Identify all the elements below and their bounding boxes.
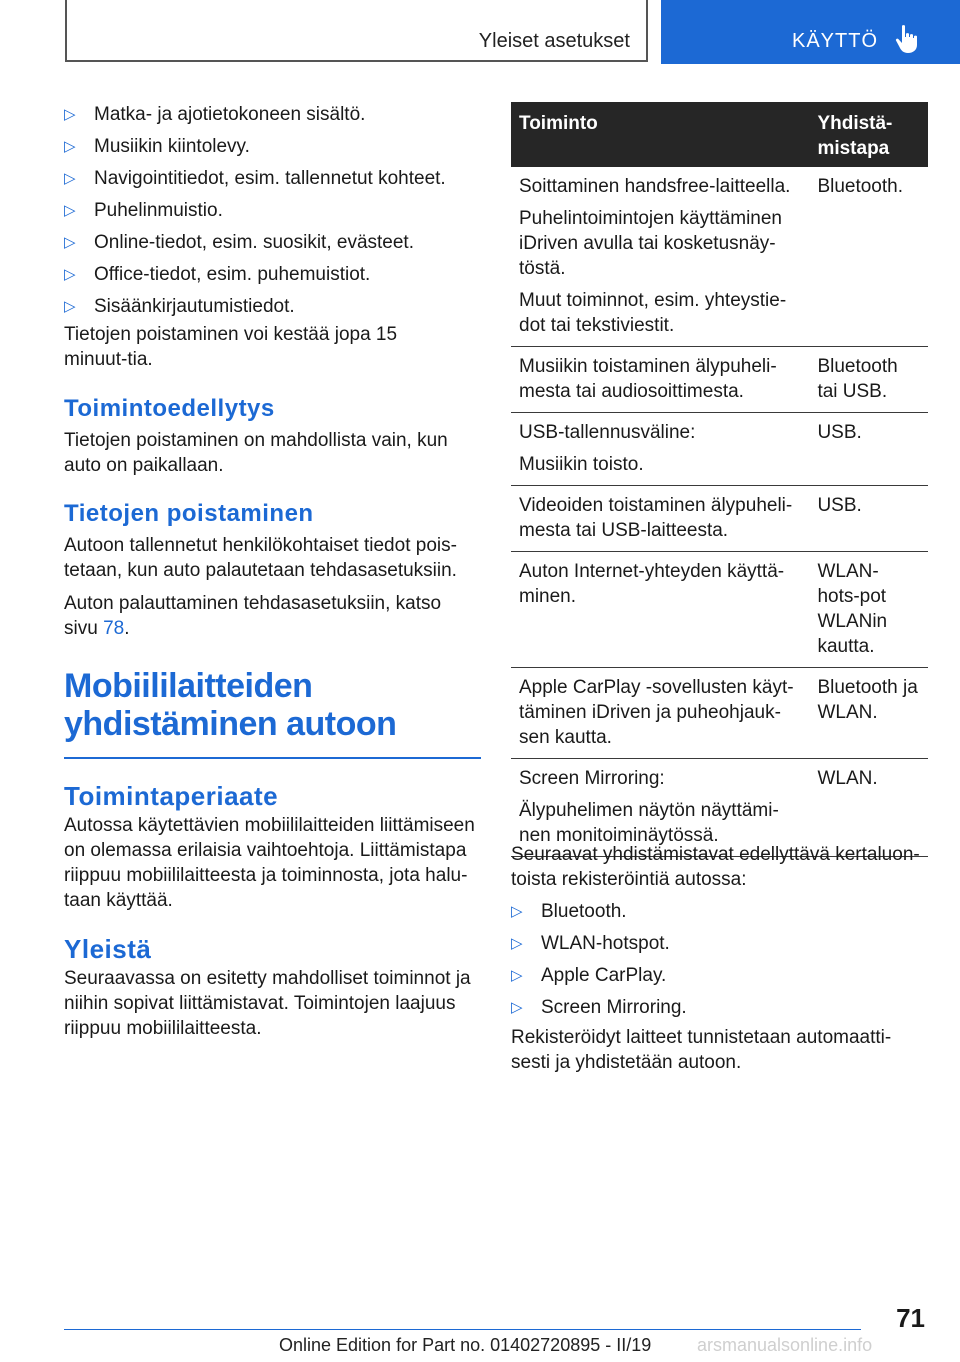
triangle-bullet-icon: ▷ <box>64 298 76 315</box>
table-row <box>511 486 928 552</box>
list-item-text: Puhelinmuistio. <box>94 200 223 221</box>
cell-line: USB-tallennusväline: <box>519 422 696 443</box>
heading-rule <box>64 757 481 759</box>
table-row <box>511 167 928 347</box>
cell-line: Musiikin toistaminen älypuheli-mesta tai audiosoittimesta. <box>519 356 777 402</box>
list-item <box>511 899 927 924</box>
list-item <box>511 931 927 956</box>
table-row <box>511 413 928 486</box>
reset-text <box>64 591 464 641</box>
method-cell: WLAN. <box>809 759 928 857</box>
function-cell <box>511 347 809 413</box>
triangle-bullet-icon: ▷ <box>511 999 523 1016</box>
edition-text: Online Edition for Part no. 01402720895 - II/19 <box>279 1335 652 1355</box>
function-cell <box>511 486 809 552</box>
list-item <box>64 134 480 159</box>
list-item <box>64 102 480 127</box>
method-cell: WLAN-hots-pot WLANin kautta. <box>809 552 928 668</box>
function-cell <box>511 552 809 668</box>
table-row <box>511 347 928 413</box>
delete-text: Autoon tallennetut henkilökohtaiset tiedot pois-tetaan, kun auto palautetaan tehdasasetuksiin. <box>64 535 457 581</box>
list-item-text: Bluetooth. <box>541 901 627 922</box>
principle-heading: Toimintaperiaate <box>64 781 279 811</box>
list-item-text: Navigointitiedot, esim. tallennetut kohteet. <box>94 168 446 189</box>
page-link[interactable]: 78 <box>103 618 125 639</box>
prereq-heading: Toimintoedellytys <box>64 395 275 422</box>
list-item-text: Online-tiedot, esim. suosikit, evästeet. <box>94 232 414 253</box>
list-item-text: WLAN-hotspot. <box>541 933 670 954</box>
table-header-row <box>511 102 928 167</box>
triangle-bullet-icon: ▷ <box>64 106 76 123</box>
cell-line: Screen Mirroring: <box>519 768 665 789</box>
principle-text: Autossa käytettävien mobiililaitteiden liittämiseen on olemassa erilaisia vaihtoehtoja. Liittämistapa riippuu mobiililaitteesta ja toiminnosta, jota halu-taan käyttää. <box>64 815 475 911</box>
header-frame <box>65 0 648 62</box>
chapter-tab[interactable] <box>661 0 960 64</box>
table-row <box>511 552 928 668</box>
function-cell <box>511 413 809 486</box>
left-column <box>64 102 480 1041</box>
column-header-method: Yhdistä-mistapa <box>809 102 928 167</box>
delete-heading: Tietojen poistaminen <box>64 500 314 527</box>
registration-outro: Rekisteröidyt laitteet tunnistetaan automaatti-sesti ja yhdistetään autoon. <box>511 1027 892 1073</box>
method-cell: Bluetooth tai USB. <box>809 347 928 413</box>
triangle-bullet-icon: ▷ <box>64 266 76 283</box>
reset-text-body: Auton palauttaminen tehdasasetuksiin, katso sivu <box>64 593 442 639</box>
section-title: Yleiset asetukset <box>478 30 630 52</box>
footer-rule <box>64 1329 861 1330</box>
method-cell: USB. <box>809 486 928 552</box>
list-item-text: Musiikin kiintolevy. <box>94 136 250 157</box>
connection-table <box>511 102 928 857</box>
list-item <box>64 294 480 319</box>
cell-line: Soittaminen handsfree-laitteella. <box>519 176 791 197</box>
triangle-bullet-icon: ▷ <box>511 903 523 920</box>
list-item <box>64 166 480 191</box>
pointing-hand-icon <box>894 24 920 54</box>
table-row <box>511 668 928 759</box>
cell-line: Muut toiminnot, esim. yhteystie-dot tai tekstiviestit. <box>519 290 787 336</box>
triangle-bullet-icon: ▷ <box>511 935 523 952</box>
triangle-bullet-icon: ▷ <box>511 967 523 984</box>
list-item-text: Screen Mirroring. <box>541 997 687 1018</box>
method-cell: USB. <box>809 413 928 486</box>
list-item <box>511 963 927 988</box>
list-item <box>64 262 480 287</box>
list-item <box>64 230 480 255</box>
list-item <box>64 198 480 223</box>
method-cell: Bluetooth ja WLAN. <box>809 668 928 759</box>
function-cell <box>511 668 809 759</box>
registration-intro: Seuraavat yhdistämistavat edellyttävä kertaluon-toista rekisteröintiä autossa: <box>511 844 920 890</box>
list-item-text: Sisäänkirjautumistiedot. <box>94 296 295 317</box>
method-cell: Bluetooth. <box>809 167 928 347</box>
triangle-bullet-icon: ▷ <box>64 170 76 187</box>
triangle-bullet-icon: ▷ <box>64 138 76 155</box>
function-cell <box>511 167 809 347</box>
page-number: 71 <box>896 1303 925 1333</box>
reset-text-end: . <box>124 618 130 639</box>
triangle-bullet-icon: ▷ <box>64 234 76 251</box>
column-header-function: Toiminto <box>511 102 809 167</box>
list-item-text: Office-tiedot, esim. puhemuistiot. <box>94 264 371 285</box>
watermark-text: arsmanualsonline.info <box>697 1335 873 1355</box>
general-heading: Yleistä <box>64 934 152 964</box>
cell-line: Apple CarPlay -sovellusten käyt-täminen iDriven ja puheohjauk-sen kautta. <box>519 677 794 748</box>
cell-line: Puhelintoimintojen käyttäminen iDriven avulla tai kosketusnäy-töstä. <box>519 208 782 279</box>
general-text: Seuraavassa on esitetty mahdolliset toiminnot ja niihin sopivat liittämistavat. Toimintojen laajuus riippuu mobiililaitteesta. <box>64 968 471 1039</box>
cell-line: Älypuhelimen näytön näyttämi-nen monitoiminäytössä. <box>519 800 779 846</box>
prereq-text: Tietojen poistaminen on mahdollista vain, kun auto on paikallaan. <box>64 430 448 476</box>
right-column <box>511 842 927 1075</box>
list-item-text: Matka- ja ajotietokoneen sisältö. <box>94 104 366 125</box>
list-item <box>511 995 927 1020</box>
list-item-text: Apple CarPlay. <box>541 965 667 986</box>
triangle-bullet-icon: ▷ <box>64 202 76 219</box>
chapter-tab-label: KÄYTTÖ <box>792 30 879 52</box>
chapter-heading: Mobiililaitteiden yhdistäminen autoon <box>64 667 397 743</box>
cell-line: Auton Internet-yhteyden käyttä-minen. <box>519 561 785 607</box>
delete-time-text: Tietojen poistaminen voi kestää jopa 15 minuut-tia. <box>64 324 398 370</box>
cell-line: Musiikin toisto. <box>519 454 644 475</box>
cell-line: Videoiden toistaminen älypuheli-mesta tai USB-laitteesta. <box>519 495 793 541</box>
